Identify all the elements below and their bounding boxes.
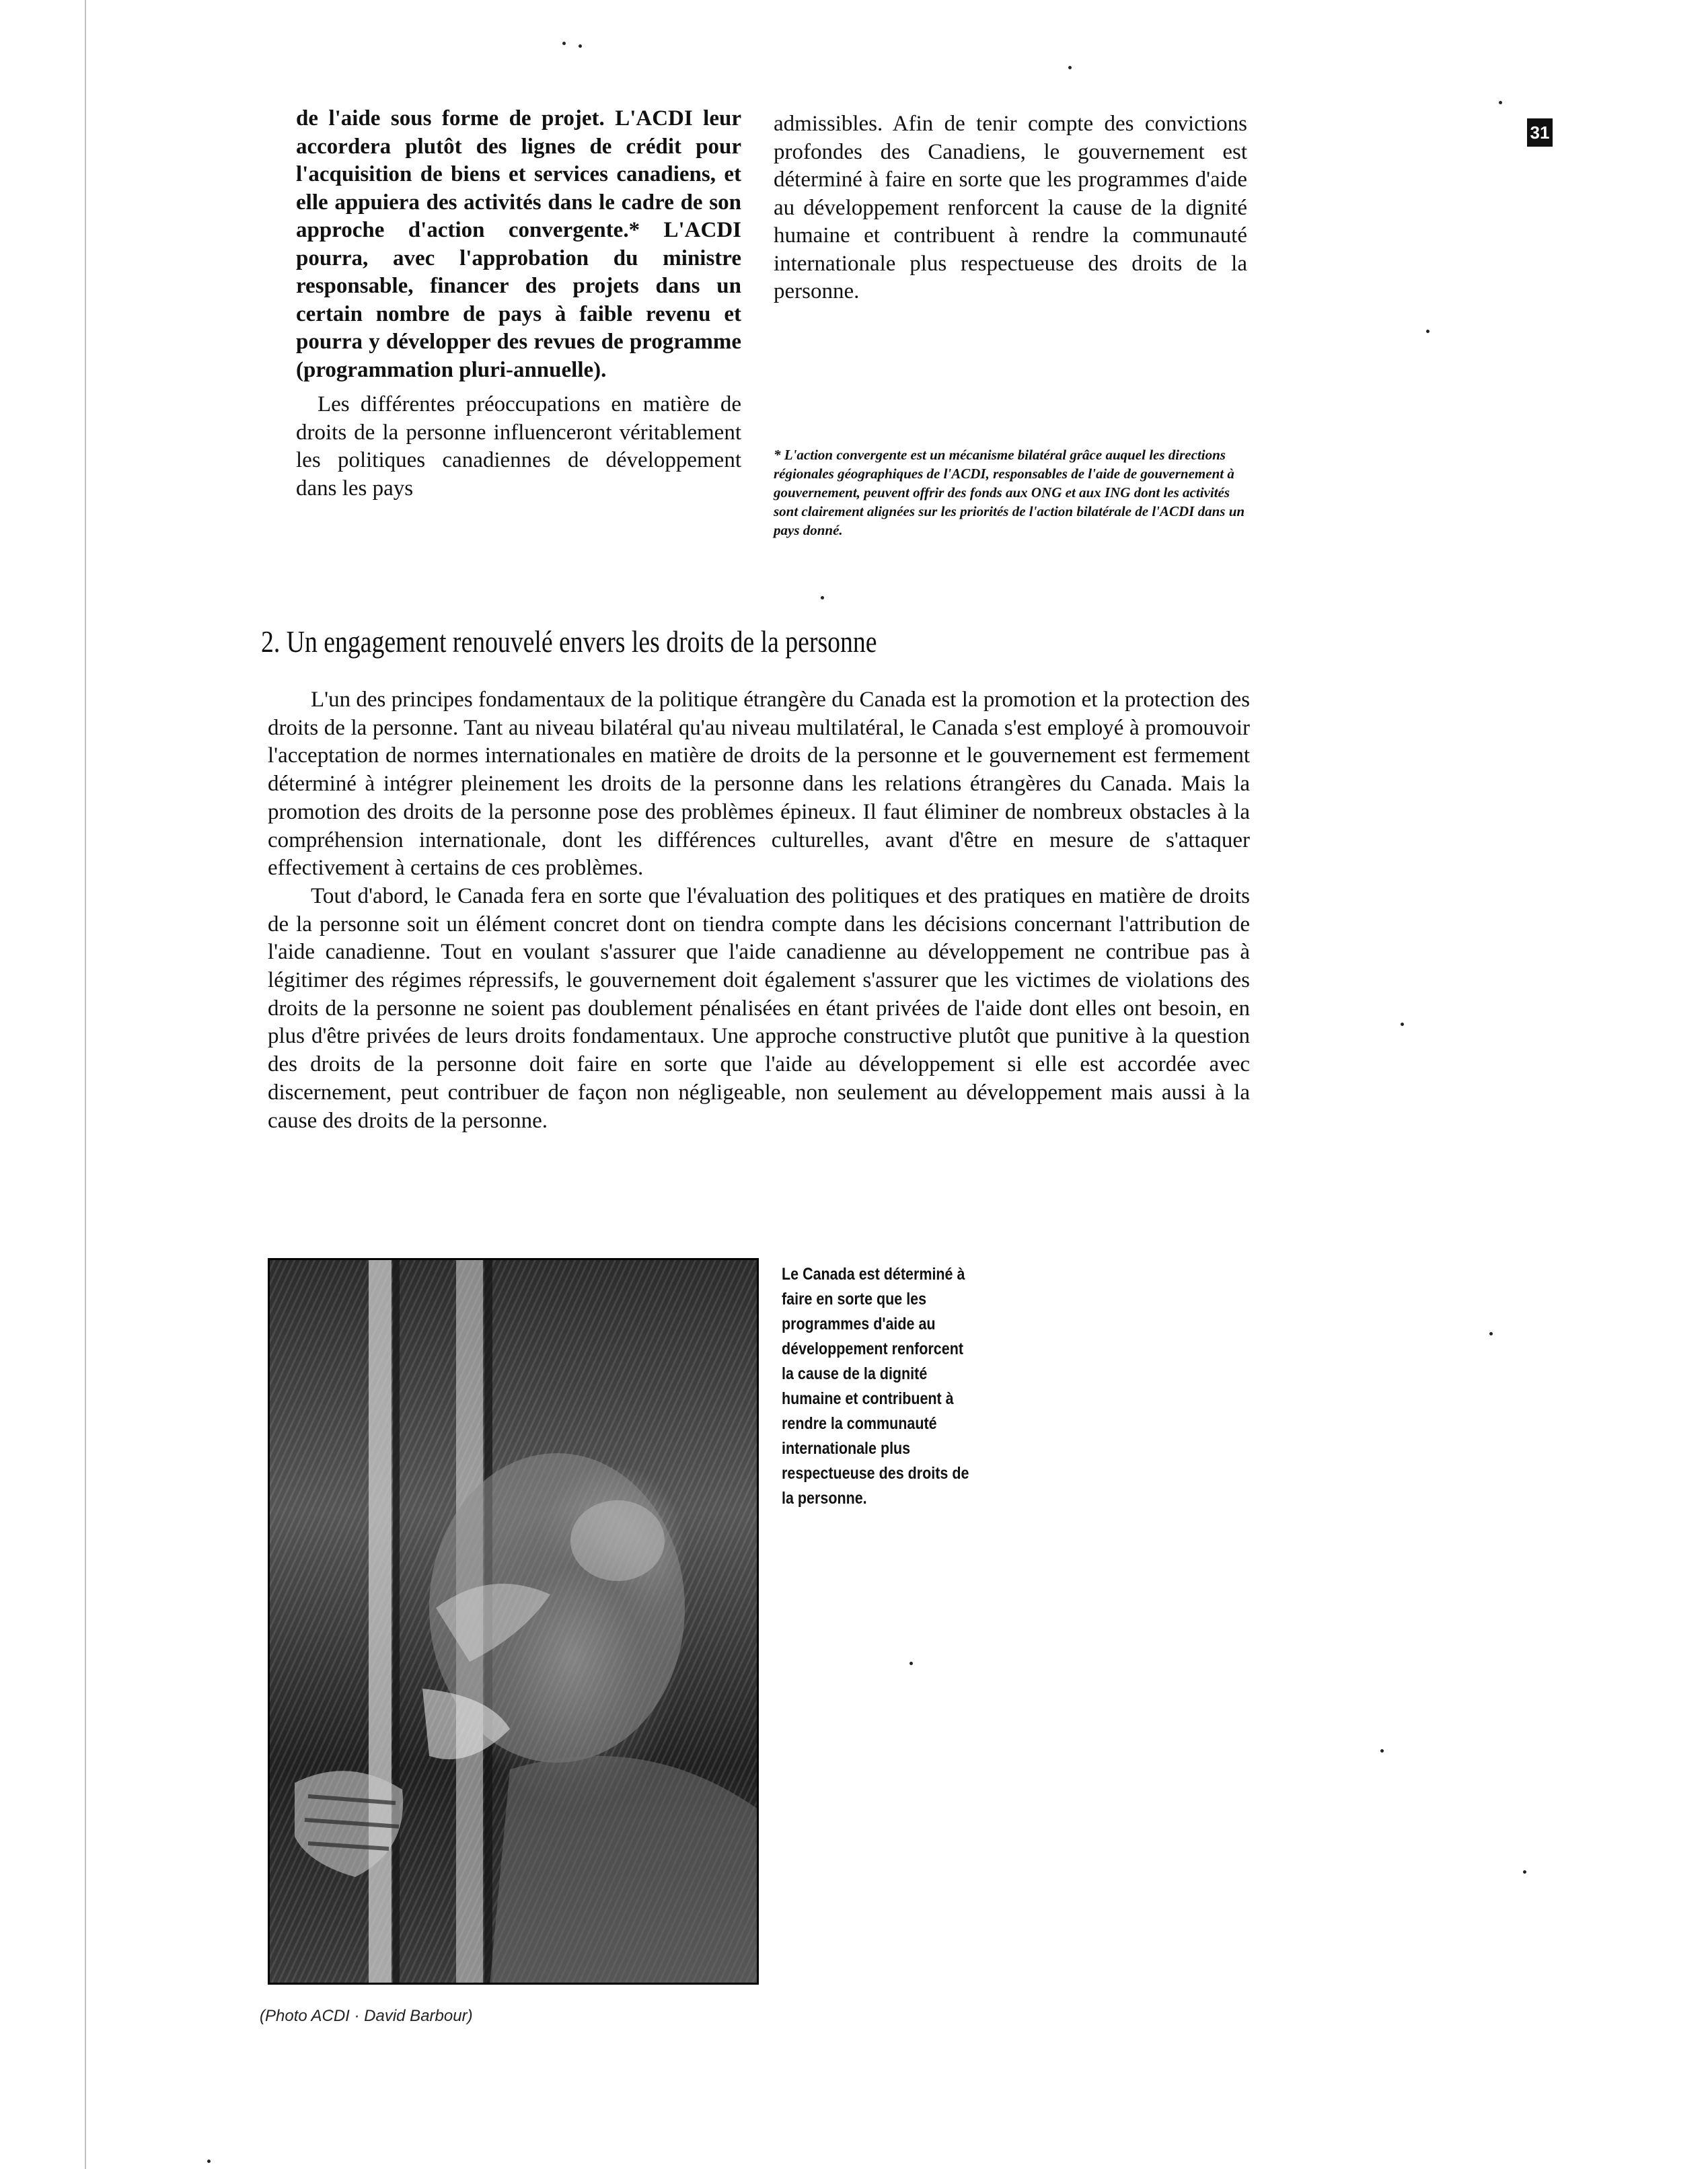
scan-edge-line [85, 0, 86, 2169]
photo-boy-behind-bars [268, 1258, 759, 1985]
scan-speck [579, 44, 582, 48]
scan-speck [1380, 1749, 1384, 1753]
scan-speck [1523, 1870, 1526, 1874]
left-column-bold-paragraph: de l'aide sous forme de projet. L'ACDI leur accordera plutôt des lignes de crédit pour l'acquisition de biens et services canadiens, et elle appuiera des activités dans le cadre de son approche d'action convergente.* L'ACDI pourra, avec l'approbation du ministre responsable, financer des projets dans un certain nombre de pays à faible revenu et pourra y développer des revues de programme (programmation pluri-annuelle). [296, 106, 741, 382]
section-paragraph: L'un des principes fondamentaux de la politique étrangère du Canada est la promotion et la protection des droits de la personne. Tant au niveau bilatéral qu'au niveau multilatéral, le Canada s'est employé à promouvoir l'acceptation de normes internationales en matière de droits de la personne et le gouvernement est fermement déterminé à intégrer pleinement les droits de la personne dans les relations étrangères du Canada. Mais la promotion des droits de la personne pose des problèmes épineux. Il faut éliminer de nombreux obstacles à la compréhension internationale, dont les différences culturelles, avant d'être en mesure de s'attaquer effectivement à certains de ces problèmes. [268, 688, 1250, 881]
right-column [774, 110, 1247, 306]
photo-credit: (Photo ACDI · David Barbour) [260, 2007, 473, 2025]
section-heading: 2. Un engagement renouvelé envers les droits de la personne [261, 624, 877, 659]
scan-speck [1426, 330, 1429, 333]
scan-speck [207, 2160, 211, 2163]
section-body [268, 686, 1250, 1135]
scan-speck [1499, 101, 1502, 104]
scan-speck [821, 596, 824, 599]
section-paragraph: Tout d'abord, le Canada fera en sorte que l'évaluation des politiques et des pratiques en matière de droits de la personne soit un élément concret dont on tiendra compte dans les décisions concernant l'attribution de l'aide canadienne. Tout en voulant s'assurer que l'aide canadienne au développement ne contribue pas à légitimer des régimes répressifs, le gouvernement doit également s'assurer que les victimes de violations des droits de la personne ne soient pas doublement pénalisées en étant privées de l'aide dont elles ont besoin, en plus d'être privées de leurs droits fondamentaux. Une approche constructive plutôt que punitive à la question des droits de la personne doit faire en sorte que l'aide au développement si elle est accordée avec discernement, peut contribuer de façon non négligeable, non seulement au développement mais aussi à la cause des droits de la personne. [268, 883, 1250, 1133]
scan-speck [1068, 66, 1072, 69]
right-column-paragraph: admissibles. Afin de tenir compte des convictions profondes des Canadiens, le gouvernement est déterminé à faire en sorte que les programmes d'aide au développement renforcent la cause de la dignité humaine et contribuent à rendre la communauté internationale plus respectueuse des droits de la personne. [774, 112, 1247, 303]
pull-quote: Le Canada est déterminé à faire en sorte que les programmes d'aide au développement renforcent la cause de la dignité humaine et contribuent à rendre la communauté internationale plus respectueuse des droits de la personne. [782, 1265, 969, 1508]
photo-illustration [268, 1258, 759, 1985]
left-column-paragraph: Les différentes préoccupations en matière de droits de la personne influenceront véritablement les politiques canadiennes de développement dans les pays [296, 392, 741, 501]
footnote: * L'action convergente est un mécanisme bilatéral grâce auquel les directions régionales géographiques de l'ACDI, responsables de l'aide de gouvernement à gouvernement, peuvent offrir des fonds aux ONG et aux ING dont les activités sont clairement alignées sur les priorités de l'action bilatérale de l'ACDI dans un pays donné. [774, 447, 1245, 538]
left-column [296, 105, 741, 503]
scan-speck [1489, 1332, 1493, 1335]
scan-speck [909, 1662, 913, 1665]
scan-speck [1401, 1023, 1404, 1026]
page-number: 31 [1527, 118, 1553, 147]
scan-speck [562, 42, 566, 45]
